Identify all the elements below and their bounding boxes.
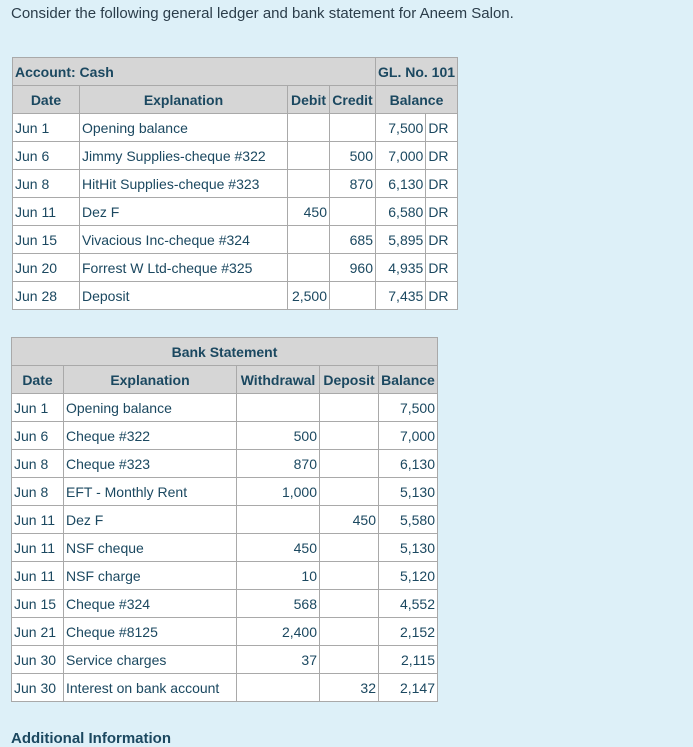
ledger-cell-date: Jun 6	[13, 142, 80, 170]
ledger-cell-explanation: HitHit Supplies-cheque #323	[80, 170, 288, 198]
bank-cell-explanation: Cheque #322	[64, 422, 237, 450]
ledger-cell-balance: 6,130	[376, 170, 426, 198]
ledger-cell-dr: DR	[426, 114, 458, 142]
bank-cell-withdrawal	[237, 506, 320, 534]
ledger-cell-date: Jun 8	[13, 170, 80, 198]
bank-cell-explanation: NSF charge	[64, 562, 237, 590]
ledger-cell-date: Jun 1	[13, 114, 80, 142]
ledger-cell-balance: 7,000	[376, 142, 426, 170]
ledger-account-label: Account: Cash	[13, 58, 376, 86]
bank-cell-explanation: Cheque #323	[64, 450, 237, 478]
bank-cell-deposit	[320, 646, 379, 674]
bank-cell-balance: 2,152	[379, 618, 438, 646]
intro-text: Consider the following general ledger and bank statement for Aneem Salon.	[11, 5, 514, 22]
bank-cell-date: Jun 30	[12, 646, 64, 674]
ledger-row	[13, 198, 458, 226]
bank-cell-explanation: Cheque #8125	[64, 618, 237, 646]
bank-cell-withdrawal: 2,400	[237, 618, 320, 646]
ledger-cell-debit	[288, 170, 330, 198]
bank-cell-deposit	[320, 618, 379, 646]
ledger-cell-balance: 7,500	[376, 114, 426, 142]
bank-cell-deposit: 32	[320, 674, 379, 702]
bank-header-deposit: Deposit	[320, 366, 379, 394]
bank-cell-explanation: Service charges	[64, 646, 237, 674]
bank-header-row	[12, 366, 438, 394]
ledger-cell-credit	[330, 198, 376, 226]
ledger-cell-date: Jun 15	[13, 226, 80, 254]
general-ledger-table	[12, 57, 458, 310]
bank-cell-deposit	[320, 422, 379, 450]
ledger-row	[13, 282, 458, 310]
ledger-row	[13, 226, 458, 254]
ledger-cell-explanation: Jimmy Supplies-cheque #322	[80, 142, 288, 170]
bank-row	[12, 674, 438, 702]
ledger-row	[13, 254, 458, 282]
ledger-cell-dr: DR	[426, 142, 458, 170]
bank-cell-balance: 5,580	[379, 506, 438, 534]
bank-cell-date: Jun 11	[12, 506, 64, 534]
bank-cell-deposit	[320, 562, 379, 590]
bank-row	[12, 646, 438, 674]
ledger-row	[13, 142, 458, 170]
bank-row	[12, 450, 438, 478]
ledger-cell-balance: 5,895	[376, 226, 426, 254]
bank-cell-balance: 7,000	[379, 422, 438, 450]
bank-cell-withdrawal: 450	[237, 534, 320, 562]
ledger-gl-number: GL. No. 101	[376, 58, 458, 86]
bank-cell-date: Jun 6	[12, 422, 64, 450]
ledger-cell-debit: 2,500	[288, 282, 330, 310]
ledger-cell-date: Jun 28	[13, 282, 80, 310]
bank-row	[12, 590, 438, 618]
bank-cell-explanation: Cheque #324	[64, 590, 237, 618]
bank-cell-explanation: Dez F	[64, 506, 237, 534]
ledger-cell-balance: 6,580	[376, 198, 426, 226]
bank-header-withdrawal: Withdrawal	[237, 366, 320, 394]
ledger-cell-debit	[288, 226, 330, 254]
ledger-cell-debit	[288, 114, 330, 142]
bank-statement-title: Bank Statement	[12, 338, 438, 366]
bank-cell-deposit: 450	[320, 506, 379, 534]
ledger-header-debit: Debit	[288, 86, 330, 114]
bank-cell-balance: 5,130	[379, 478, 438, 506]
bank-title-row	[12, 338, 438, 366]
bank-cell-date: Jun 11	[12, 534, 64, 562]
ledger-cell-dr: DR	[426, 226, 458, 254]
bank-header-date: Date	[12, 366, 64, 394]
ledger-row	[13, 170, 458, 198]
bank-cell-withdrawal: 568	[237, 590, 320, 618]
ledger-cell-credit: 870	[330, 170, 376, 198]
bank-cell-date: Jun 15	[12, 590, 64, 618]
bank-cell-withdrawal	[237, 674, 320, 702]
bank-row	[12, 394, 438, 422]
bank-cell-withdrawal	[237, 394, 320, 422]
bank-cell-date: Jun 8	[12, 478, 64, 506]
bank-cell-date: Jun 1	[12, 394, 64, 422]
ledger-cell-dr: DR	[426, 198, 458, 226]
bank-cell-balance: 4,552	[379, 590, 438, 618]
ledger-cell-credit	[330, 282, 376, 310]
bank-cell-explanation: Opening balance	[64, 394, 237, 422]
bank-statement-table	[11, 337, 438, 702]
bank-header-explanation: Explanation	[64, 366, 237, 394]
ledger-header-credit: Credit	[330, 86, 376, 114]
ledger-cell-explanation: Deposit	[80, 282, 288, 310]
bank-cell-deposit	[320, 450, 379, 478]
ledger-cell-credit: 500	[330, 142, 376, 170]
bank-row	[12, 478, 438, 506]
additional-information-heading: Additional Information	[11, 730, 171, 747]
ledger-cell-date: Jun 11	[13, 198, 80, 226]
bank-cell-balance: 6,130	[379, 450, 438, 478]
bank-cell-balance: 7,500	[379, 394, 438, 422]
bank-cell-deposit	[320, 394, 379, 422]
bank-cell-withdrawal: 37	[237, 646, 320, 674]
ledger-row	[13, 114, 458, 142]
bank-cell-deposit	[320, 478, 379, 506]
bank-cell-balance: 5,120	[379, 562, 438, 590]
ledger-cell-debit	[288, 254, 330, 282]
bank-cell-date: Jun 11	[12, 562, 64, 590]
bank-cell-withdrawal: 870	[237, 450, 320, 478]
bank-cell-balance: 2,115	[379, 646, 438, 674]
bank-cell-withdrawal: 1,000	[237, 478, 320, 506]
bank-cell-date: Jun 30	[12, 674, 64, 702]
ledger-cell-dr: DR	[426, 170, 458, 198]
ledger-cell-balance: 4,935	[376, 254, 426, 282]
bank-row	[12, 506, 438, 534]
ledger-account-row	[13, 58, 458, 86]
ledger-cell-credit	[330, 114, 376, 142]
bank-row	[12, 422, 438, 450]
ledger-cell-balance: 7,435	[376, 282, 426, 310]
ledger-header-balance: Balance	[376, 86, 458, 114]
ledger-cell-dr: DR	[426, 254, 458, 282]
ledger-cell-debit: 450	[288, 198, 330, 226]
bank-header-balance: Balance	[379, 366, 438, 394]
bank-cell-balance: 2,147	[379, 674, 438, 702]
bank-cell-deposit	[320, 590, 379, 618]
ledger-cell-explanation: Opening balance	[80, 114, 288, 142]
bank-cell-explanation: EFT - Monthly Rent	[64, 478, 237, 506]
ledger-cell-debit	[288, 142, 330, 170]
bank-row	[12, 618, 438, 646]
ledger-header-date: Date	[13, 86, 80, 114]
ledger-cell-date: Jun 20	[13, 254, 80, 282]
ledger-header-row	[13, 86, 458, 114]
bank-cell-balance: 5,130	[379, 534, 438, 562]
bank-cell-explanation: NSF cheque	[64, 534, 237, 562]
bank-cell-withdrawal: 10	[237, 562, 320, 590]
bank-row	[12, 534, 438, 562]
ledger-cell-credit: 960	[330, 254, 376, 282]
ledger-cell-explanation: Vivacious Inc-cheque #324	[80, 226, 288, 254]
ledger-cell-explanation: Forrest W Ltd-cheque #325	[80, 254, 288, 282]
bank-cell-date: Jun 21	[12, 618, 64, 646]
ledger-cell-credit: 685	[330, 226, 376, 254]
bank-cell-explanation: Interest on bank account	[64, 674, 237, 702]
bank-row	[12, 562, 438, 590]
bank-cell-deposit	[320, 534, 379, 562]
ledger-header-explanation: Explanation	[80, 86, 288, 114]
bank-cell-withdrawal: 500	[237, 422, 320, 450]
bank-cell-date: Jun 8	[12, 450, 64, 478]
ledger-cell-dr: DR	[426, 282, 458, 310]
ledger-cell-explanation: Dez F	[80, 198, 288, 226]
